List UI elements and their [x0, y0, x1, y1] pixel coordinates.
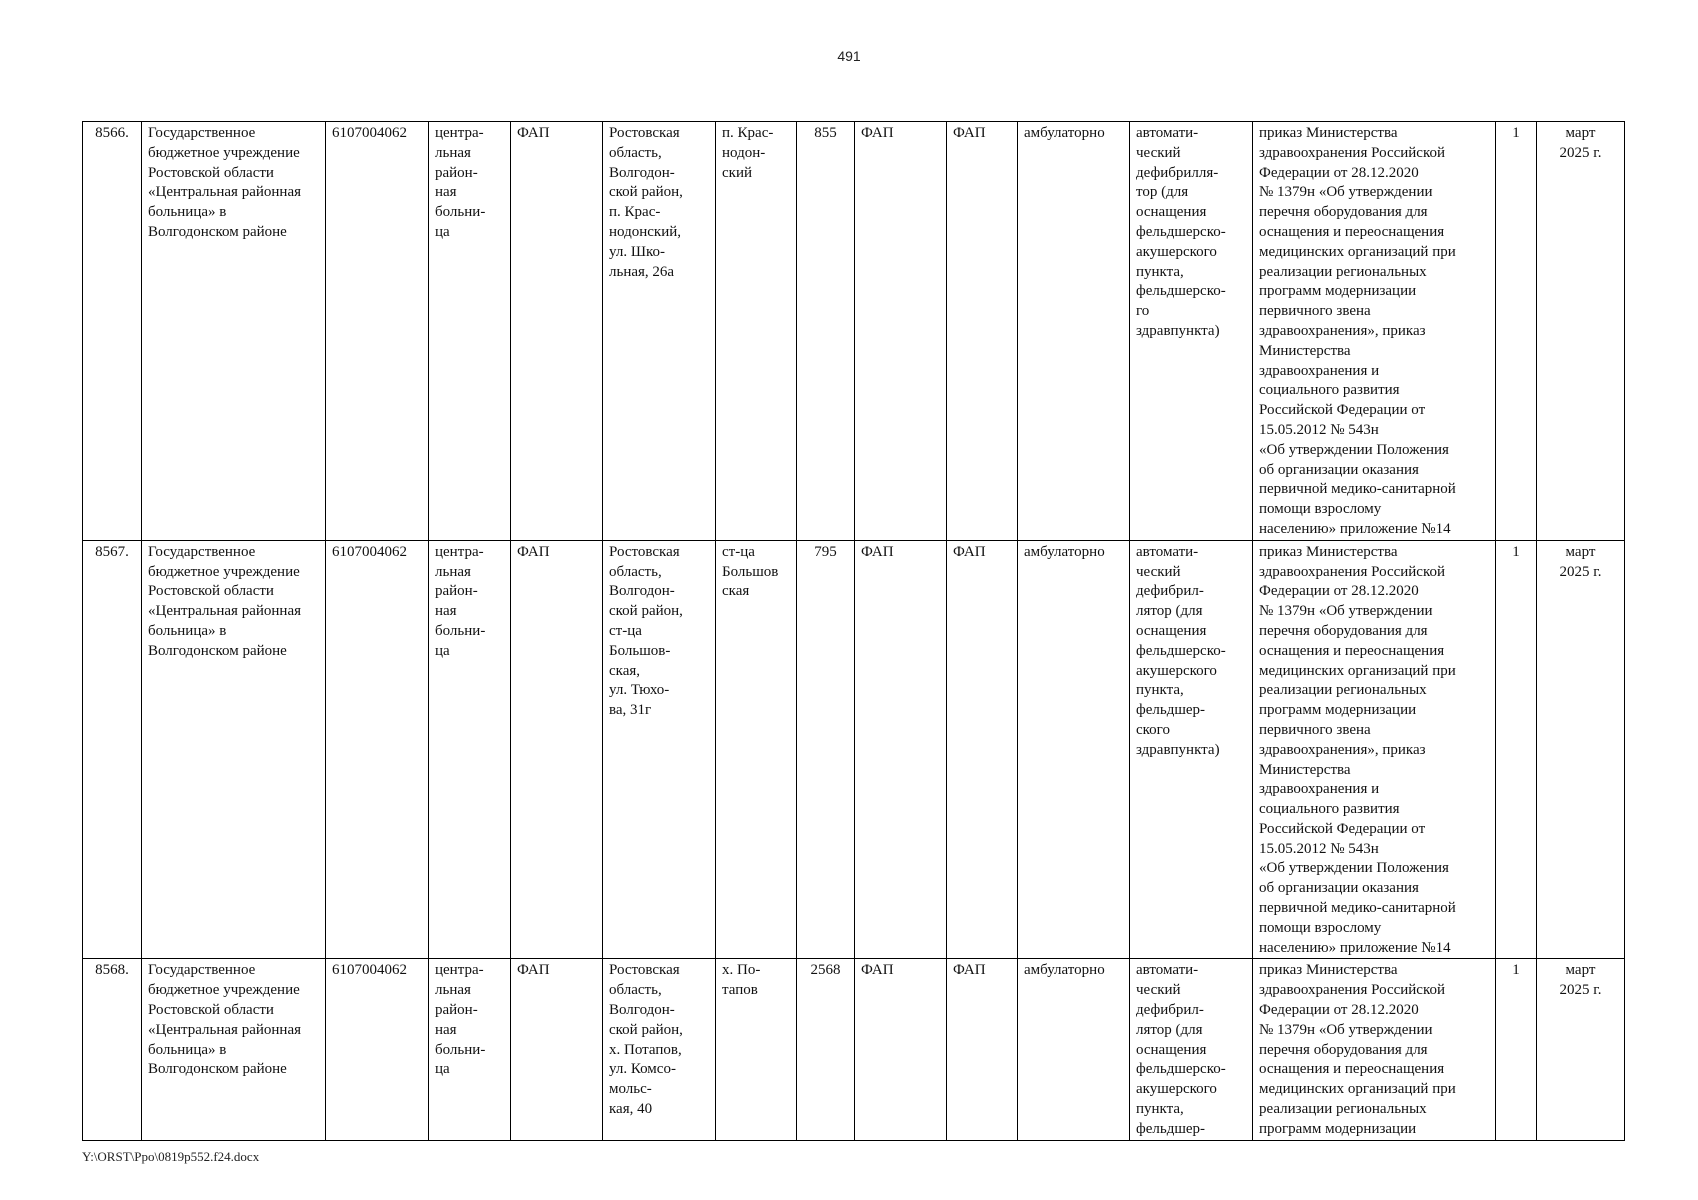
address: Ростовская область, Волгодон- ской район, х. Потапов, ул. Комсо- мольс- кая, 40: [603, 959, 716, 1140]
legal-basis: приказ Министерства здравоохранения Российской Федерации от 28.12.2020 № 1379н «Об утверждении перечня оборудования для оснащения и переоснащения медицинских организаций при реализации региональных программ модернизации: [1253, 959, 1496, 1140]
table-row: [83, 122, 1625, 541]
subdivision: ФАП: [947, 959, 1018, 1140]
row-number: 8566.: [83, 122, 142, 541]
locality: п. Крас- нодон- ский: [716, 122, 797, 541]
table-row: [83, 540, 1625, 959]
population: 795: [797, 540, 855, 959]
inn: 6107004062: [326, 122, 429, 541]
inn: 6107004062: [326, 540, 429, 959]
locality: ст-ца Большов ская: [716, 540, 797, 959]
address: Ростовская область, Волгодон- ской район, п. Крас- нодонский, ул. Шко- льная, 26а: [603, 122, 716, 541]
equipment-name: автомати- ческий дефибрил- лятор (для оснащения фельдшерско- акушерского пункта, фельдшер- ского здравпункта): [1130, 540, 1253, 959]
equipment-name: автомати- ческий дефибрил- лятор (для оснащения фельдшерско- акушерского пункта, фельдшер-: [1130, 959, 1253, 1140]
inn: 6107004062: [326, 959, 429, 1140]
delivery-date: март 2025 г.: [1537, 122, 1625, 541]
care-condition: амбулаторно: [1018, 959, 1130, 1140]
organization-name: Государственное бюджетное учреждение Ростовской области «Центральная районная больница» в Волгодонском районе: [142, 540, 326, 959]
organization-name: Государственное бюджетное учреждение Ростовской области «Центральная районная больница» в Волгодонском районе: [142, 122, 326, 541]
document-file-path: Y:\ORST\Ppo\0819p552.f24.docx: [82, 1149, 260, 1164]
division: ФАП: [855, 540, 947, 959]
quantity: 1: [1496, 122, 1537, 541]
care-condition: амбулаторно: [1018, 122, 1130, 541]
legal-basis: приказ Министерства здравоохранения Российской Федерации от 28.12.2020 № 1379н «Об утверждении перечня оборудования для оснащения и переоснащения медицинских организаций при реализации региональных программ модернизации первичного звена здравоохранения», приказ Министерства здравоохранения и социального развития Российской Федерации от 15.05.2012 № 543н «Об утверждении Положения об организации оказания первичной медико-санитарной помощи взрослому населению» приложение №14: [1253, 540, 1496, 959]
unit-type: ФАП: [511, 540, 603, 959]
legal-basis: приказ Министерства здравоохранения Российской Федерации от 28.12.2020 № 1379н «Об утверждении перечня оборудования для оснащения и переоснащения медицинских организаций при реализации региональных программ модернизации первичного звена здравоохранения», приказ Министерства здравоохранения и социального развития Российской Федерации от 15.05.2012 № 543н «Об утверждении Положения об организации оказания первичной медико-санитарной помощи взрослому населению» приложение №14: [1253, 122, 1496, 541]
organization-type: центра- льная район- ная больни- ца: [429, 540, 511, 959]
organization-type: центра- льная район- ная больни- ца: [429, 122, 511, 541]
unit-type: ФАП: [511, 959, 603, 1140]
delivery-date: март 2025 г.: [1537, 540, 1625, 959]
delivery-date: март 2025 г.: [1537, 959, 1625, 1140]
table-row: [83, 959, 1625, 1140]
organization-type: центра- льная район- ная больни- ца: [429, 959, 511, 1140]
subdivision: ФАП: [947, 540, 1018, 959]
division: ФАП: [855, 122, 947, 541]
row-number: 8568.: [83, 959, 142, 1140]
page-number: 491: [837, 48, 861, 64]
row-number: 8567.: [83, 540, 142, 959]
unit-type: ФАП: [511, 122, 603, 541]
population: 855: [797, 122, 855, 541]
subdivision: ФАП: [947, 122, 1018, 541]
care-condition: амбулаторно: [1018, 540, 1130, 959]
quantity: 1: [1496, 959, 1537, 1140]
equipment-name: автомати- ческий дефибрилля- тор (для оснащения фельдшерско- акушерского пункта, фельдшерско- го здравпункта): [1130, 122, 1253, 541]
quantity: 1: [1496, 540, 1537, 959]
population: 2568: [797, 959, 855, 1140]
organization-name: Государственное бюджетное учреждение Ростовской области «Центральная районная больница» в Волгодонском районе: [142, 959, 326, 1140]
division: ФАП: [855, 959, 947, 1140]
address: Ростовская область, Волгодон- ской район, ст-ца Большов- ская, ул. Тюхо- ва, 31г: [603, 540, 716, 959]
locality: х. По- тапов: [716, 959, 797, 1140]
equipment-registry-table: [82, 121, 1625, 1141]
